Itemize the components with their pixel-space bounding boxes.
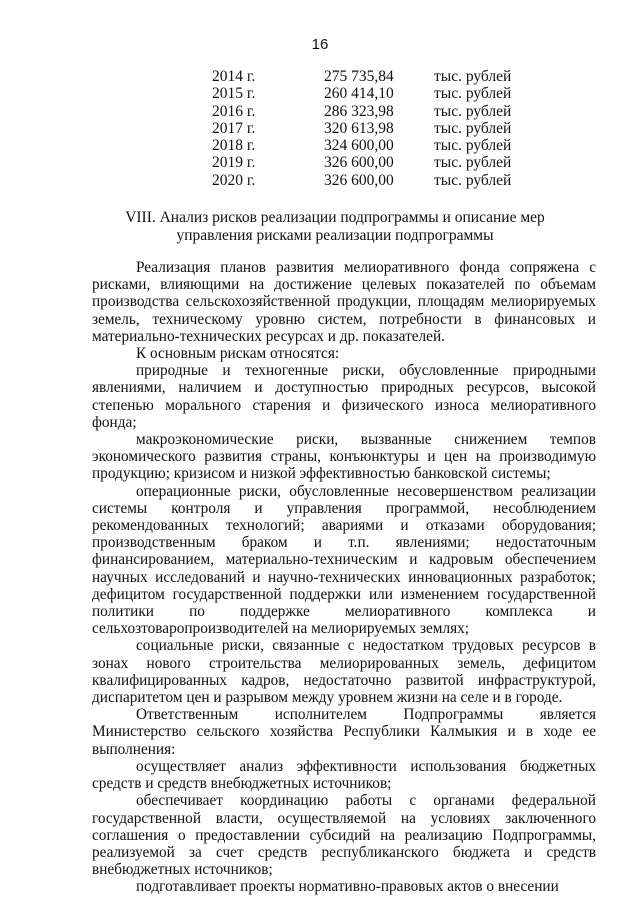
funding-value: 324 600,00 [324,137,394,155]
paragraph: природные и техногенные риски, обусловленные природными явлениями, наличием и доступностью природных ресурсов, высокой степенью морального старения и физического износа мелиоративного фонда; [92,362,596,431]
funding-year: 2017 г. [212,119,256,137]
funding-year: 2020 г. [212,171,256,189]
funding-year: 2018 г. [212,137,256,155]
paragraph: Реализация планов развития мелиоративного фонда сопряжена с рисками, влияющими на достижение целевых показателей по объемам производства сельскохозяйственной продукции, площадям мелиорируемых земель, техническому уровню систем, потребности в финансовых и материально-технических ресурсах и др. показателей. [92,259,596,345]
funding-year: 2015 г. [212,85,256,103]
funding-year: 2014 г. [212,68,256,85]
paragraph: осуществляет анализ эффективности использования бюджетных средств и средств внебюджетных источников; [92,757,596,793]
funding-by-year-list [212,68,532,189]
section-heading [100,209,570,245]
paragraph: подготавливает проекты нормативно-правовых актов о внесении [136,878,559,896]
paragraph: К основным рискам относятся: [136,345,340,363]
funding-unit: тыс. рублей [434,102,512,120]
funding-unit: тыс. рублей [434,68,512,85]
paragraph: обеспечивает координацию работы с органами федеральной государственной власти, осуществляемой на условиях заключенного соглашения о предоставлении субсидий на реализацию Подпрограммы, реализуемой за счет средств республиканского бюджета и средств внебюджетных источников; [92,792,596,879]
funding-unit: тыс. рублей [434,154,512,172]
page-number: 16 [311,36,329,53]
funding-unit: тыс. рублей [434,85,512,103]
funding-value: 326 600,00 [324,154,394,172]
funding-row [212,103,532,120]
funding-year: 2019 г. [212,154,256,172]
paragraph: Ответственным исполнителем Подпрограммы является Министерство сельского хозяйства Республики Калмыкия и в ходе ее выполнения: [92,706,596,758]
paragraph: операционные риски, обусловленные несовершенством реализации системы контроля и управления программой, несоблюдением рекомендованных технологий; авариями и отказами оборудования; производственным браком и т.п. явлениями; недостаточным финансированием, материально-техническим и кадровым обеспечением научных исследований и научно-технических инновационных разработок; дефицитом государственной поддержки или изменением государственной политики по поддержке мелиоративного комплекса и сельхозтоваропроизводителей на мелиорируемых землях; [92,482,596,638]
funding-value: 326 600,00 [324,171,394,189]
section-heading-line: VIII. Анализ рисков реализации подпрограммы и описание мер [125,209,545,226]
section-heading-line: управления рисками реализации подпрограммы [176,227,494,244]
funding-value: 260 414,10 [324,85,394,103]
funding-row [212,85,532,102]
funding-row [212,154,532,171]
funding-value: 275 735,84 [324,68,394,85]
body-text [92,259,596,896]
funding-unit: тыс. рублей [434,171,512,189]
funding-unit: тыс. рублей [434,119,512,137]
funding-row [212,120,532,137]
funding-row [212,68,532,85]
funding-unit: тыс. рублей [434,137,512,155]
funding-row [212,172,532,189]
paragraph: социальные риски, связанные с недостатком трудовых ресурсов в зонах нового строительства мелиорированных земель, дефицитом квалифицированных кадров, недостаточно развитой инфраструктурой, диспаритетом цен и разрывом между уровнем жизни на селе и в городе. [92,637,596,707]
paragraph: макроэкономические риски, вызванные снижением темпов экономического развития страны, конъюнктуры и цен на производимую продукцию; кризисом и низкой эффективностью банковской системы; [92,431,596,483]
funding-value: 286 323,98 [324,102,394,120]
funding-row [212,137,532,154]
funding-value: 320 613,98 [324,119,394,137]
funding-year: 2016 г. [212,102,256,120]
